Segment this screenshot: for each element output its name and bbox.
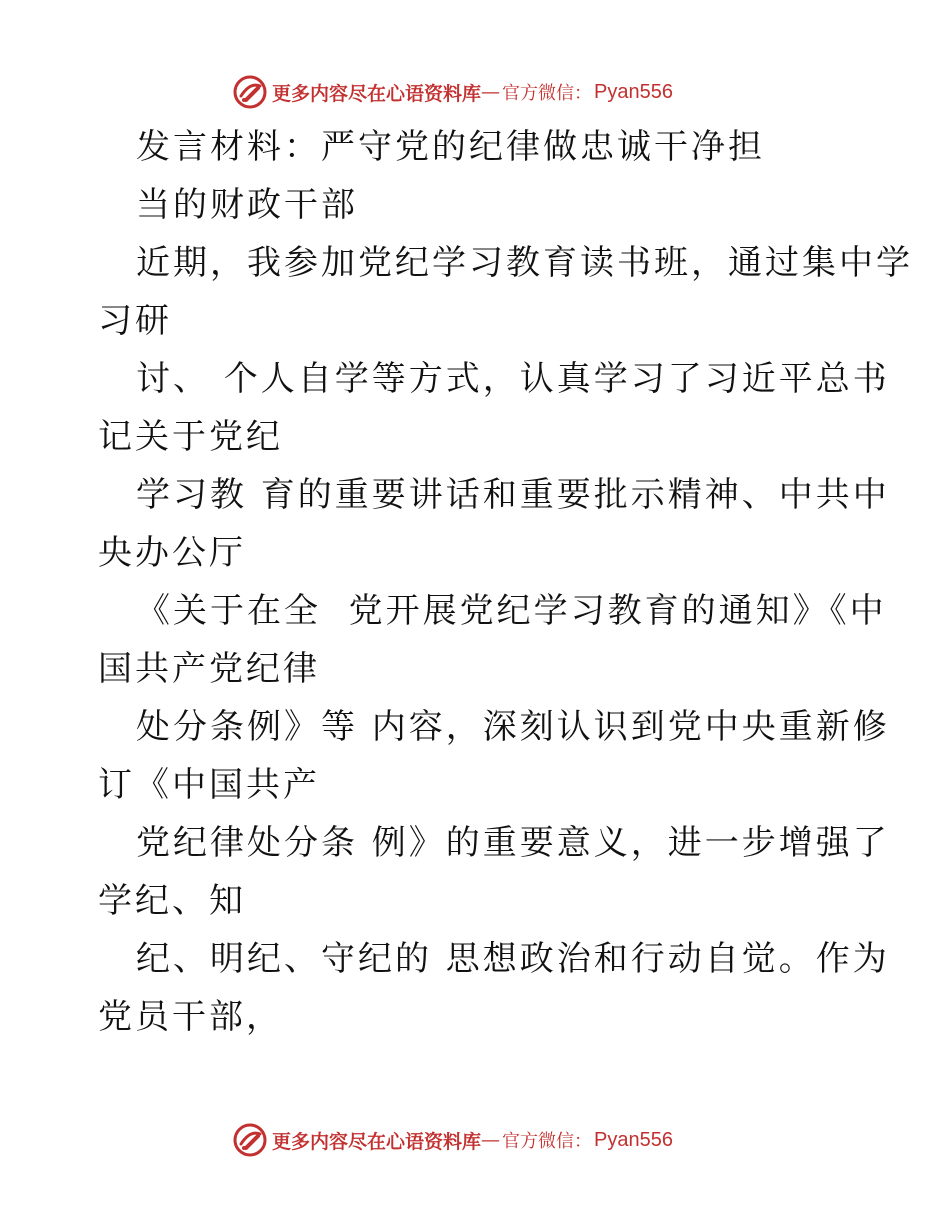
text-line: 纪、明纪、守纪的 思想政治和行动自觉。作为 — [136, 939, 890, 979]
banner-text: 更多内容尽在心语资料库 — [272, 1130, 482, 1153]
text-line: 学纪、知 — [98, 881, 246, 921]
text-line: 近期，我参加党纪学习教育读书班，通过集中学 — [136, 243, 913, 283]
text-line: 学习教 育的重要讲话和重要批示精神、中共中 — [136, 475, 890, 515]
text-line: 习研 — [98, 301, 172, 341]
banner-wechat-label: 官方微信： — [502, 83, 593, 104]
brand-logo-icon — [232, 1122, 268, 1158]
text-line: 党员干部， — [98, 997, 283, 1037]
text-line: 订《中国共产 — [98, 765, 320, 805]
banner-wechat-id: Pyan556 — [594, 80, 673, 103]
text-line: 处分条例》等 内容，深刻认识到党中央重新修 — [136, 707, 890, 747]
brand-logo-icon — [232, 74, 268, 110]
header-banner — [232, 72, 732, 112]
text-line: 讨、 个人自学等方式，认真学习了习近平总书 — [136, 359, 890, 399]
text-line: 党纪律处分条 例》的重要意义，进一步增强了 — [136, 823, 890, 863]
document-body — [98, 118, 913, 1046]
text-line: 国共产党纪律 — [98, 649, 320, 689]
text-line: 发言材料：严守党的纪律做忠诚干净担 — [136, 127, 765, 167]
text-line: 《关于在全 党开展党纪学习教育的通知》《中 — [136, 591, 887, 631]
banner-text: 更多内容尽在心语资料库 — [272, 82, 482, 105]
banner-dash: — — [481, 1129, 501, 1151]
text-line: 当的财政干部 — [136, 185, 358, 225]
banner-wechat-id: Pyan556 — [594, 1128, 673, 1151]
banner-dash: — — [481, 81, 501, 103]
banner-wechat-label: 官方微信： — [502, 1131, 593, 1152]
text-line: 央办公厅 — [98, 533, 246, 573]
text-line: 记关于党纪 — [98, 417, 283, 457]
footer-banner — [232, 1120, 732, 1160]
